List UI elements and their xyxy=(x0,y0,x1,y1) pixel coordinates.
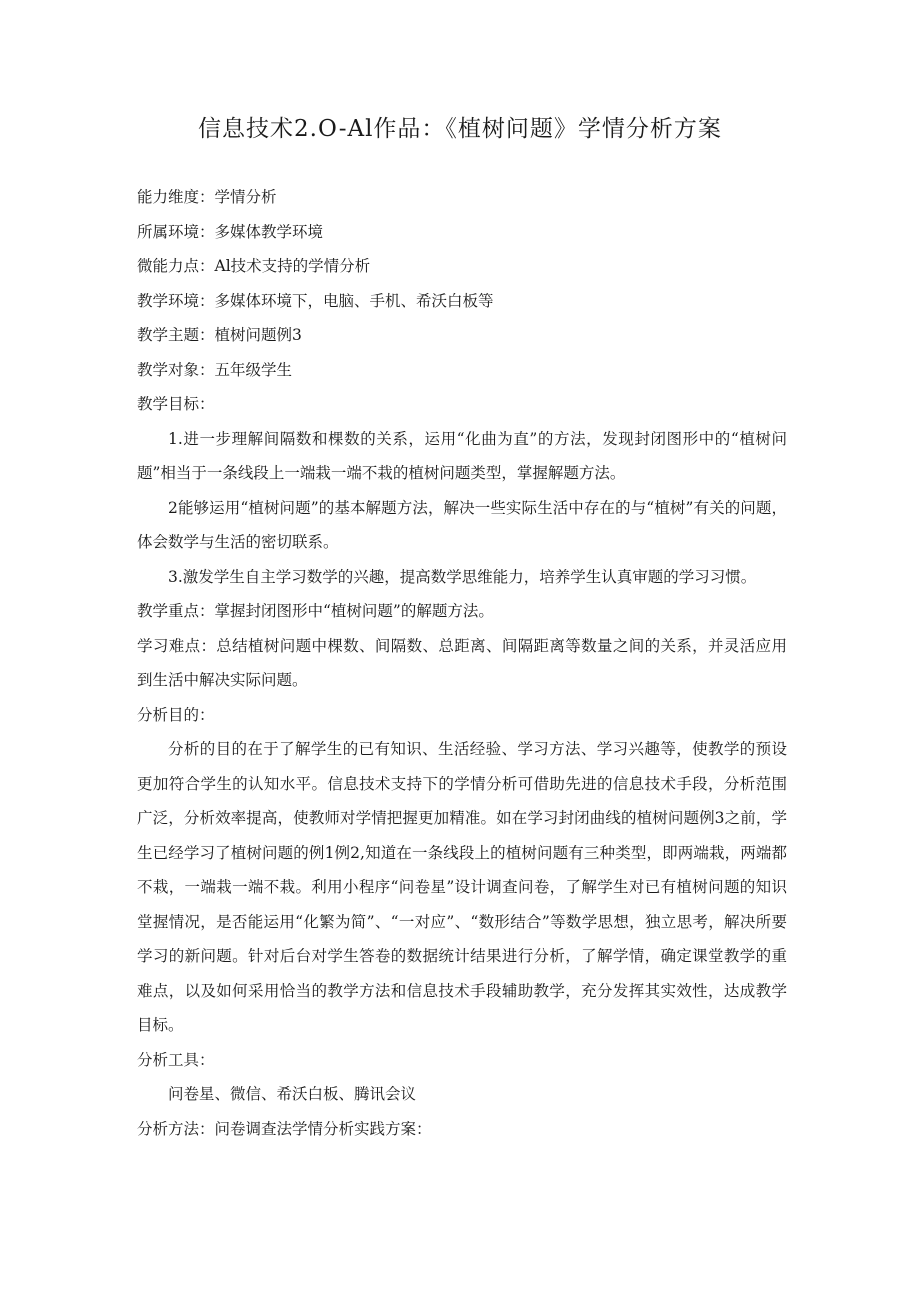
goal-item: 3.激发学生自主学习数学的兴趣，提高数学思维能力，培养学生认真审题的学习习惯。 xyxy=(168,567,757,586)
meta-value: 多媒体环境下，电脑、手机、希沃白板等 xyxy=(214,291,494,310)
meta-value: Al技术支持的学情分析 xyxy=(214,257,371,275)
purpose-heading: 分析目的： xyxy=(137,705,215,724)
meta-label: 微能力点： xyxy=(137,257,215,275)
key-point: 教学重点：掌握封闭图形中“植树问题”的解题方法。 xyxy=(137,602,494,620)
meta-label: 教学环境： xyxy=(137,291,215,310)
meta-teaching-environment xyxy=(137,284,787,319)
goals-heading: 教学目标： xyxy=(137,395,215,413)
meta-teaching-topic xyxy=(137,318,787,353)
meta-micro-ability xyxy=(137,249,787,284)
tools-text: 问卷星、微信、希沃白板、腾讯会议 xyxy=(168,1085,417,1103)
purpose-text: 分析的目的在于了解学生的已有知识、生活经验、学习方法、学习兴趣等，使教学的预设更加符合学生的认知水平。信息技术支持下的学情分析可借助先进的信息技术手段，分析范围广泛，分析效率提高，使教师对学情把握更加精准。如在学习封闭曲线的植树问题例3之前，学生已经学习了植树问题的例1例2,知道在一条线段上的植树问题有三种类型，即两端栽，两端都不栽，一端栽一端不栽。利用小程序“问卷星”设计调查问卷，了解学生对已有植树问题的知识堂握情况，是否能运用“化繁为简”、“一对应”、“数形结合”等数学思想，独立思考，解决所要学习的新问题。针对后台对学生答卷的数据统计结果进行分析，了解学情，确定课堂教学的重难点，以及如何采用恰当的教学方法和信息技术手段辅助教学，充分发挥其实效性，达成教学目标。 xyxy=(137,740,787,1034)
meta-value: 五年级学生 xyxy=(214,360,293,379)
meta-label: 所属环境： xyxy=(137,222,215,241)
meta-label: 教学对象： xyxy=(137,360,215,379)
meta-value: 多媒体教学环境 xyxy=(214,222,324,241)
meta-label: 能力维度： xyxy=(137,188,215,206)
meta-ability xyxy=(137,180,787,215)
document-title: 信息技术2.O-Al作品：《植树问题》学情分析方案 xyxy=(198,116,722,142)
meta-value: 植树问题例3 xyxy=(214,326,302,344)
meta-value: 学情分析 xyxy=(214,188,277,206)
goal-item: 2能够运用“植树问题”的基本解题方法，解决一些实际生活中存在的与“植树”有关的问题，体会数学与生活的密切联系。 xyxy=(137,498,787,551)
meta-teaching-target xyxy=(137,353,787,388)
meta-environment xyxy=(137,215,787,250)
tools-heading: 分析工具： xyxy=(137,1050,215,1069)
meta-label: 教学主题： xyxy=(137,326,215,344)
method-line: 分析方法：问卷调查法学情分析实践方案： xyxy=(137,1119,432,1138)
document-body xyxy=(137,180,787,1146)
difficulty: 学习难点：总结植树问题中棵数、间隔数、总距离、间隔距离等数量之间的关系，并灵活应用到生活中解决实际问题。 xyxy=(137,636,787,689)
goal-item: 1.进一步理解间隔数和棵数的关系，运用“化曲为直”的方法，发现封闭图形中的“植树问题”相当于一条线段上一端栽一端不栽的植树问题类型，掌握解题方法。 xyxy=(137,429,787,482)
